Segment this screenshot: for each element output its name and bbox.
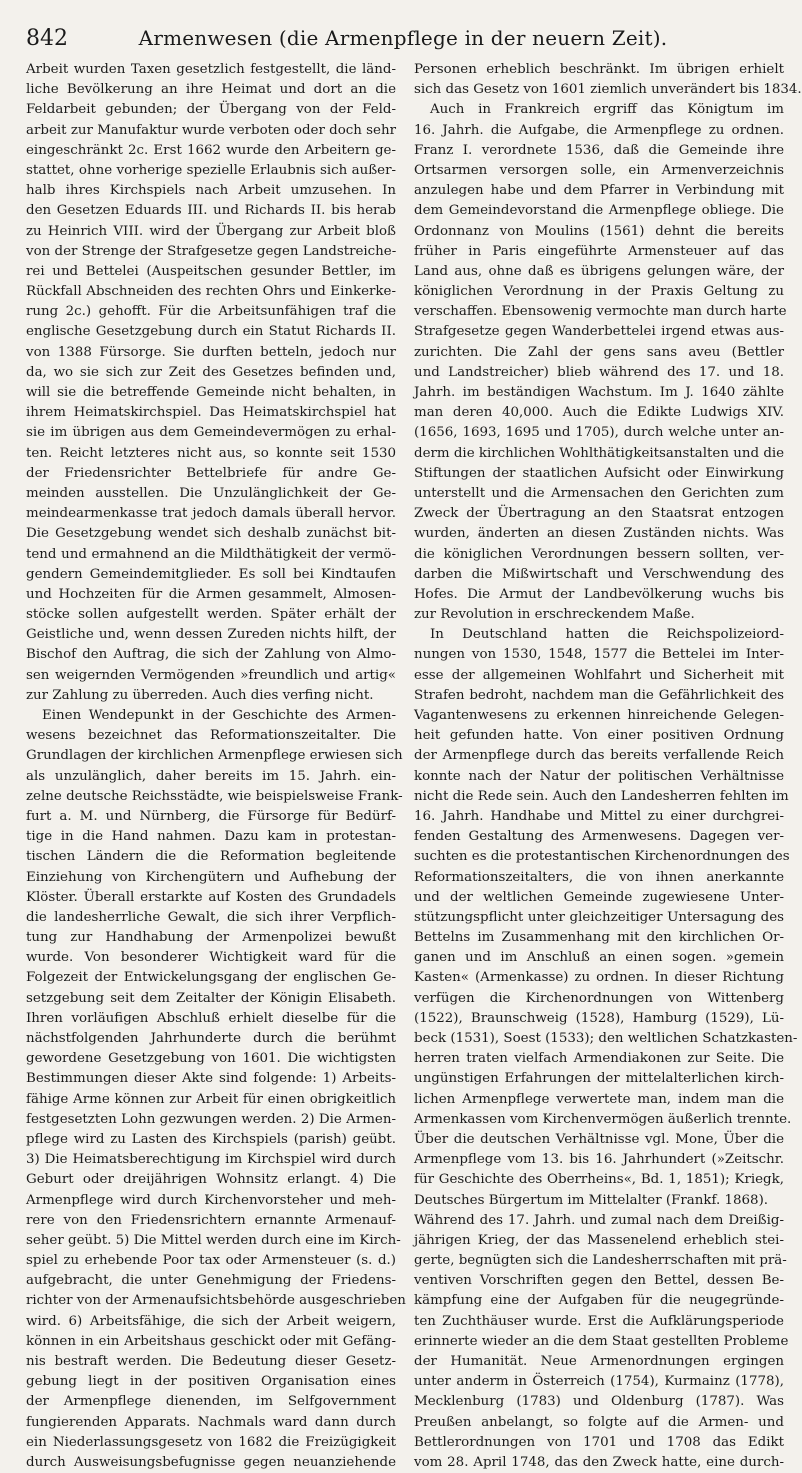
text-line: rei und Bettelei (Auspeitschen gesunder Bettler, im [26, 263, 396, 279]
text-line: sie im übrigen aus dem Gemeindevermögen zu erhal- [26, 425, 396, 441]
text-line: Deutsches Bürgertum im Mittelalter (Frankf. 1868). [414, 1192, 769, 1208]
text-line: Ordonnanz von Moulins (1561) dehnt die bereits [414, 223, 784, 239]
text-line: tend und ermahnend an die Mildthätigkeit der vermö- [26, 546, 396, 562]
text-line: Stiftungen der staatlichen Aufsicht oder Einwirkung [414, 465, 784, 481]
text-line: Strafgesetze gegen Wanderbettelei irgend etwas aus- [414, 324, 784, 340]
text-line: früher in Paris eingeführte Armensteuer auf das [414, 243, 784, 259]
text-line: Bettlerordnungen von 1701 und 1708 das Edikt [414, 1434, 784, 1450]
text-line: derm die kirchlichen Wohlthätigkeitsanstalten und die [414, 445, 785, 461]
text-line: beck (1531), Soest (1533); den weltlichen Schatzkasten- [414, 1031, 798, 1046]
text-line: jährigen Krieg, der das Massenelend erheblich stei- [414, 1232, 784, 1248]
text-line: Auch in Frankreich ergriff das Königtum im [430, 102, 784, 118]
text-columns [26, 60, 802, 1470]
text-line: erinnerte wieder an die dem Staat gestellten Probleme [414, 1333, 789, 1349]
text-line: der Armenpflege dienenden, im Selfgovernment [26, 1394, 396, 1410]
text-line: können in ein Arbeitshaus geschickt oder mit Gefäng- [26, 1333, 396, 1349]
text-line: spiel zu erhebende Poor tax oder Armensteuer (s. d.) [26, 1253, 396, 1269]
text-line: Folgezeit der Entwickelungsgang der englischen Ge- [26, 970, 396, 986]
text-line: aufgebracht, die unter Genehmigung der Friedens- [26, 1273, 396, 1289]
text-line: Geistliche und, wenn dessen Zureden nichts hilft, der [26, 627, 396, 643]
text-line: tischen Ländern die die Reformation begleitende [26, 849, 396, 865]
text-line: Armenkassen vom Kirchenvermögen äußerlich trennte. [414, 1111, 792, 1127]
text-line: Rückfall Abschneiden des rechten Ohrs und Einkerke- [26, 284, 396, 300]
text-line: von der Strenge der Strafgesetze gegen Landstreiche- [26, 243, 397, 259]
text-line: wesens bezeichnet das Reformationszeitalter. Die [26, 728, 396, 744]
text-line: Mecklenburg (1783) und Oldenburg (1787). Was [414, 1394, 784, 1410]
text-line: meindearmenkasse trat jedoch damals überall hervor. [26, 506, 396, 522]
text-line: die landesherrliche Gewalt, die sich ihrer Verpflich- [26, 909, 396, 925]
text-line: (1656, 1693, 1695 und 1705), durch welche unter an- [414, 425, 784, 441]
text-line: Über die deutschen Verhältnisse vgl. Mone, Über die [414, 1131, 784, 1147]
text-line: will sie die betreffende Gemeinde nicht behalten, in [26, 385, 396, 400]
text-line: Bettelns im Zusammenhang mit den kirchlichen Or- [414, 930, 784, 946]
text-line: gewordene Gesetzgebung von 1601. Die wichtigsten [26, 1051, 396, 1067]
text-line: Geburt oder dreijährigen Wohnsitz erlangt. 4) Die [26, 1172, 396, 1188]
text-line: zur Revolution in erschreckendem Maße. [414, 607, 695, 623]
text-line: heit gefunden hatte. Von einer positiven Ordnung [414, 728, 784, 744]
text-line: gebung liegt in der positiven Organisation eines [26, 1374, 396, 1390]
text-line: rung 2c.) gehofft. Für die Arbeitsunfähigen traf die [26, 304, 396, 320]
text-line: dem Gemeindevorstand die Armenpflege obliege. Die [414, 203, 784, 219]
text-line: Land aus, ohne daß es übrigens gelungen wäre, der [414, 263, 784, 279]
text-line: arbeit zur Manufaktur wurde verboten oder doch sehr [26, 122, 396, 138]
text-line: halb ihres Kirchspiels nach Arbeit umzusehen. In [26, 183, 396, 199]
text-line: ganen und im Anschluß an einen sogen. »gemein [414, 950, 784, 966]
left-column [26, 60, 406, 1470]
text-line: unter anderm in Österreich (1754), Kurmainz (1778), [414, 1374, 784, 1390]
text-line: sich das Gesetz von 1601 ziemlich unverändert bis 1834. [414, 82, 802, 98]
text-line: richter von der Armenaufsichtsbehörde ausgeschrieben [26, 1293, 406, 1309]
text-line: durch Ausweisungsbefugnisse gegen neuanziehende [26, 1454, 396, 1470]
text-line: ten Zuchthäuser wurde. Erst die Aufklärungsperiode [414, 1313, 784, 1329]
text-line: der Armenpflege durch das bereits verfallende Reich [414, 748, 784, 764]
text-line: liche Bevölkerung an ihre Heimat und dort an die [26, 82, 396, 98]
text-line: den Gesetzen Eduards III. und Richards II. bis herab [26, 203, 396, 219]
text-line: und Landstreicher) blieb während des 17. und 18. [414, 364, 784, 380]
text-line: der Humanität. Neue Armenordnungen ergingen [414, 1354, 784, 1369]
text-line: eingeschränkt 2c. Erst 1662 wurde den Arbeitern ge- [26, 142, 396, 158]
text-line: tige in die Hand nahmen. Dazu kam in protestan- [26, 829, 396, 845]
text-line: Preußen anbelangt, so folgte auf die Armen- und [414, 1414, 784, 1430]
text-line: Grundlagen der kirchlichen Armenpflege erwiesen sich [26, 748, 403, 764]
text-line: nis bestraft werden. Die Bedeutung dieser Gesetz- [26, 1354, 396, 1369]
text-line: vom 28. April 1748, das den Zweck hatte, eine durch- [414, 1454, 784, 1470]
text-line: pflege wird zu Lasten des Kirchspiels (parish) geübt. [26, 1131, 396, 1147]
text-line: ihrem Heimatskirchspiel. Das Heimatskirchspiel hat [26, 405, 396, 421]
text-line: Bischof den Auftrag, die sich der Zahlung von Almo- [26, 647, 396, 663]
text-line: Jahrh. im beständigen Wachstum. Im J. 1640 zählte [414, 385, 784, 400]
text-line: stöcke sollen aufgestellt werden. Später erhält der [26, 607, 396, 623]
text-line: seher geübt. 5) Die Mittel werden durch eine im Kirch- [26, 1232, 401, 1248]
text-line: die königlichen Verordnungen bessern sollten, ver- [414, 546, 784, 562]
text-line: 16. Jahrh. die Aufgabe, die Armenpflege zu ordnen. [414, 122, 784, 138]
text-line: Personen erheblich beschränkt. Im übrigen erhielt [414, 62, 784, 77]
text-line: Feldarbeit gebunden; der Übergang von der Feld- [26, 102, 396, 118]
text-line: anzulegen habe und dem Pfarrer in Verbindung mit [414, 183, 784, 199]
text-line: zurichten. Die Zahl der gens sans aveu (Bettler [414, 344, 784, 360]
text-line: Einen Wendepunkt in der Geschichte des Armen- [42, 708, 396, 723]
running-head: Armenwesen (die Armenpflege in der neuern Zeit). [138, 26, 668, 50]
text-line: (1522), Braunschweig (1528), Hamburg (1529), Lü- [414, 1010, 784, 1026]
text-line: wird. 6) Arbeitsfähige, die sich der Arbeit weigern, [26, 1313, 396, 1329]
text-line: Strafen bedroht, nachdem man die Gefährlichkeit des [414, 687, 784, 703]
text-line: man deren 40,000. Auch die Edikte Ludwigs XIV. [414, 405, 784, 421]
text-line: suchten es die protestantischen Kirchenordnungen des [414, 849, 790, 865]
text-line: Die Gesetzgebung wendet sich deshalb zunächst bit- [26, 526, 396, 542]
text-line: ten. Reicht letzteres nicht aus, so konnte seit 1530 [26, 445, 396, 461]
text-line: rere von den Friedensrichtern ernannte Armenauf- [26, 1212, 396, 1228]
text-line: Bestimmungen dieser Akte sind folgende: 1) Arbeits- [26, 1071, 396, 1087]
text-line: Zweck der Übertragung an den Staatsrat entzogen [414, 506, 784, 522]
text-line: furt a. M. und Nürnberg, die Fürsorge für Bedürf- [26, 808, 396, 824]
text-line: wurden, änderten an diesen Zuständen nichts. Was [414, 526, 784, 542]
text-line: setzgebung seit dem Zeitalter der Königin Elisabeth. [26, 990, 396, 1006]
text-line: herren traten vielfach Armendiakonen zur Seite. Die [414, 1051, 784, 1067]
text-line: und der weltlichen Gemeinde zugewiesene Unter- [414, 889, 784, 905]
text-line: verfügen die Kirchenordnungen von Wittenberg [414, 990, 784, 1006]
text-line: Hofes. Die Armut der Landbevölkerung wuchs bis [414, 586, 784, 602]
text-line: Vagantenwesens zu erkennen hinreichende Gelegen- [414, 708, 784, 723]
text-line: ventiven Vorschriften gegen den Bettel, dessen Be- [414, 1273, 784, 1289]
text-line: englische Gesetzgebung durch ein Statut Richards II. [26, 324, 396, 340]
text-line: fungierenden Apparats. Nachmals ward dann durch [26, 1414, 396, 1430]
text-line: Armenpflege wird durch Kirchenvorsteher und meh- [26, 1192, 396, 1208]
text-line: meinden ausstellen. Die Unzulänglichkeit der Ge- [26, 485, 396, 501]
text-line: wurde. Von besonderer Wichtigkeit ward für die [26, 950, 396, 966]
text-line: zur Zahlung zu überreden. Auch dies verfing nicht. [26, 687, 374, 703]
text-line: darben die Mißwirtschaft und Verschwendung des [414, 566, 784, 582]
text-line: In Deutschland hatten die Reichspolizeiord- [430, 627, 784, 643]
text-line: Ortsarmen versorgen solle, ein Armenverzeichnis [414, 162, 784, 178]
text-line: Kasten« (Armenkasse) zu ordnen. In dieser Richtung [414, 970, 784, 986]
text-line: nächstfolgenden Jahrhunderte durch die berühmt [26, 1031, 396, 1046]
text-line: esse der allgemeinen Wohlfahrt und Sicherheit mit [414, 667, 784, 683]
text-line: für Geschichte des Oberrheins«, Bd. 1, 1851); Kriegk, [414, 1172, 784, 1188]
text-line: ungünstigen Erfahrungen der mittelalterlichen kirch- [414, 1071, 784, 1087]
text-line: 16. Jahrh. Handhabe und Mittel zu einer durchgrei- [414, 808, 784, 824]
text-line: kämpfung eine der Aufgaben für die neugegründe- [414, 1293, 784, 1309]
text-line: unterstellt und die Armensachen den Gerichten zum [414, 485, 784, 501]
text-line: fähige Arme können zur Arbeit für einen obrigkeitlich [26, 1091, 396, 1107]
text-line: sen weigernden Vermögenden »freundlich und artig« [26, 667, 396, 683]
text-line: tung zur Handhabung der Armenpolizei bewußt [26, 930, 396, 946]
text-line: der Friedensrichter Bettelbriefe für andre Ge- [26, 465, 396, 481]
text-line: festgesetzten Lohn gezwungen werden. 2) Die Armen- [26, 1111, 396, 1127]
text-line: lichen Armenpflege verwertete man, indem man die [414, 1091, 784, 1107]
text-line: zelne deutsche Reichsstädte, wie beispielsweise Frank- [26, 788, 403, 804]
text-line: Franz I. verordnete 1536, daß die Gemeinde ihre [414, 142, 784, 158]
text-line: Reformationszeitalters, die von ihnen anerkannte [414, 869, 784, 885]
text-line: gendern Gemeindemitglieder. Es soll bei Kindtaufen [26, 566, 396, 582]
text-line: fenden Gestaltung des Armenwesens. Dagegen ver- [414, 829, 784, 845]
text-line: von 1388 Fürsorge. Sie durften betteln, jedoch nur [26, 344, 396, 360]
text-line: stattet, ohne vorherige spezielle Erlaubnis sich außer- [26, 162, 396, 178]
text-line: Arbeit wurden Taxen gesetzlich festgestellt, die länd- [26, 62, 396, 77]
text-line: ein Niederlassungsgesetz von 1682 die Freizügigkeit [26, 1434, 396, 1450]
text-line: Klöster. Überall erstarkte auf Kosten des Grundadels [26, 889, 396, 905]
text-line: nicht die Rede sein. Auch den Landesherren fehlten im [414, 788, 789, 804]
text-line: königlichen Verordnung in der Praxis Geltung zu [414, 284, 784, 300]
text-line: nungen von 1530, 1548, 1577 die Bettelei im Inter- [414, 647, 784, 663]
text-line: zu Heinrich VIII. wird der Übergang zur Arbeit bloß [26, 223, 396, 239]
text-line: als unzulänglich, daher bereits im 15. Jahrh. ein- [26, 768, 396, 784]
text-line: Während des 17. Jahrh. und zumal nach dem Dreißig- [414, 1212, 784, 1228]
text-line: Einziehung von Kirchengütern und Aufhebung der [26, 869, 396, 885]
text-line: Ihren vorläufigen Abschluß erhielt dieselbe für die [26, 1010, 396, 1026]
text-line: gerte, begnügten sich die Landesherrschaften mit prä- [414, 1253, 787, 1269]
text-line: 3) Die Heimatsberechtigung im Kirchspiel wird durch [26, 1152, 396, 1168]
text-line: Armenpflege vom 13. bis 16. Jahrhundert (»Zeitschr. [414, 1152, 784, 1168]
page-header [26, 22, 780, 56]
text-line: da, wo sie sich zur Zeit des Gesetzes befinden und, [26, 364, 396, 380]
page-number: 842 [26, 26, 68, 51]
text-line: und Hochzeiten für die Armen gesammelt, Almosen- [26, 586, 396, 602]
right-column [405, 60, 802, 1470]
text-line: konnte nach der Natur der politischen Verhältnisse [414, 768, 784, 784]
text-line: stützungspflicht unter gleichzeitiger Untersagung des [414, 909, 784, 925]
text-line: verschaffen. Ebensowenig vermochte man durch harte [414, 304, 787, 320]
